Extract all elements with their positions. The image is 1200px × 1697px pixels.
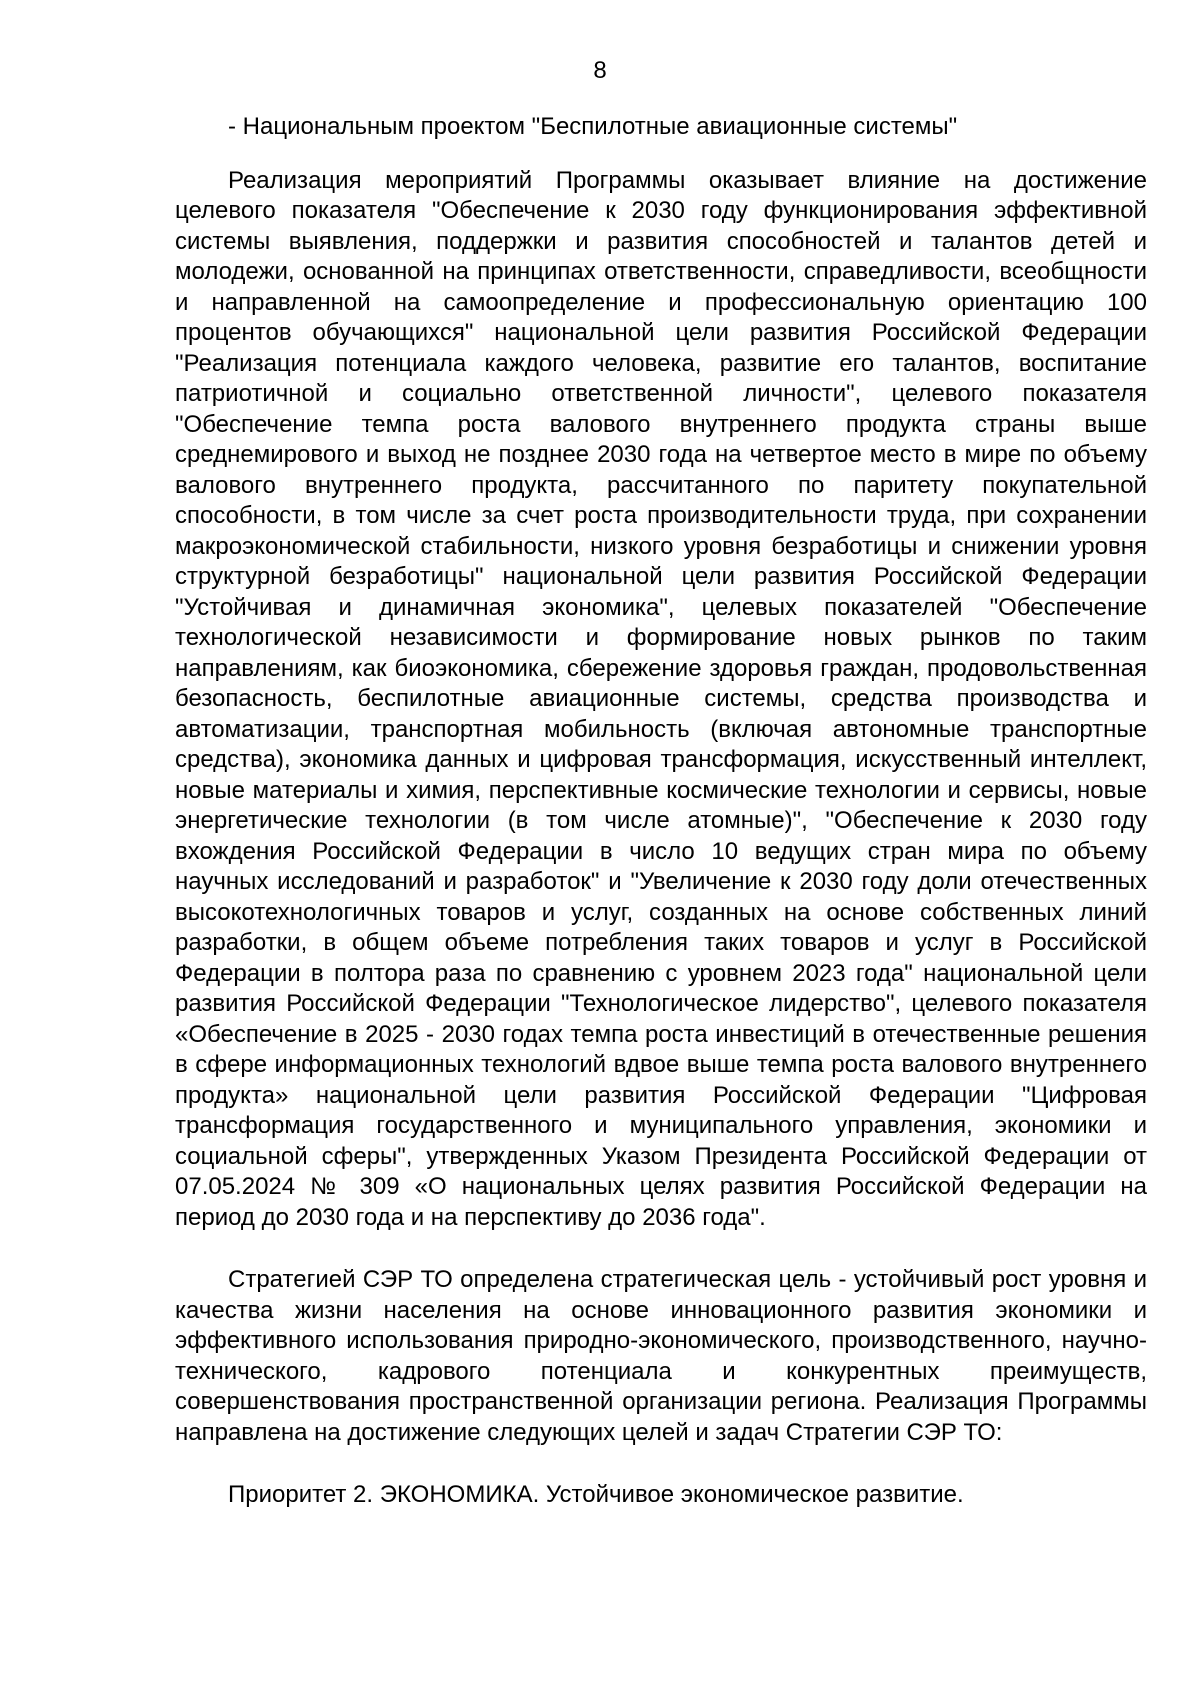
page-number: 8 <box>593 57 607 84</box>
national-project-line: - Национальным проектом "Беспилотные авиационные системы" <box>228 113 958 140</box>
priority-line: Приоритет 2. ЭКОНОМИКА. Устойчивое экономическое развитие. <box>228 1481 964 1508</box>
document-body <box>175 112 1147 1511</box>
paragraph-strategy-goal: Стратегией СЭР ТО определена стратегическая цель - устойчивый рост уровня и качества жизни населения на основе инновационного развития экономики и эффективного использования природно-экономического, производственного, научно-технического, кадрового потенциала и конкурентных преимуществ, совершенствования пространственной организации региона. Реализация Программы направлена на достижение следующих целей и задач Стратегии СЭР ТО: <box>175 1266 1147 1446</box>
paragraph-program-impact: Реализация мероприятий Программы оказывает влияние на достижение целевого показателя "Обеспечение к 2030 году функционирования эффективной системы выявления, поддержки и развития способностей и талантов детей и молодежи, основанной на принципах ответственности, справедливости, всеобщности и направленной на самоопределение и профессиональную ориентацию 100 процентов обучающихся" национальной цели развития Российской Федерации "Реализация потенциала каждого человека, развитие его талантов, воспитание патриотичной и социально ответственной личности", целевого показателя "Обеспечение темпа роста валового внутреннего продукта страны выше среднемирового и выход не позднее 2030 года на четвертое место в мире по объему валового внутреннего продукта, рассчитанного по паритету покупательной способности, в том числе за счет роста производительности труда, при сохранении макроэкономической стабильности, низкого уровня безработицы и снижении уровня структурной безработицы" национальной цели развития Российской Федерации "Устойчивая и динамичная экономика", целевых показателей "Обеспечение технологической независимости и формирование новых рынков по таким направлениям, как биоэкономика, сбережение здоровья граждан, продовольственная безопасность, беспилотные авиационные системы, средства производства и автоматизации, транспортная мобильность (включая автономные транспортные средства), экономика данных и цифровая трансформация, искусственный интеллект, новые материалы и химия, перспективные космические технологии и сервисы, новые энергетические технологии (в том числе атомные)", "Обеспечение к 2030 году вхождения Российской Федерации в число 10 ведущих стран мира по объему научных исследований и разработок" и "Увеличение к 2030 году доли отечественных высокотехнологичных товаров и услуг, созданных на основе собственных линий разработки, в общем объеме потребления таких товаров и услуг в Российской Федерации в полтора раза по сравнению с уровнем 2023 года" национальной цели развития Российской Федерации "Технологическое лидерство", целевого показателя «Обеспечение в 2025 - 2030 годах темпа роста инвестиций в отечественные решения в сфере информационных технологий вдвое выше темпа роста валового внутреннего продукта» национальной цели развития Российской Федерации "Цифровая трансформация государственного и муниципального управления, экономики и социальной сферы", утвержденных Указом Президента Российской Федерации от 07.05.2024 № 309 «О национальных целях развития Российской Федерации на период до 2030 года и на перспективу до 2036 года". <box>175 166 1147 1231</box>
